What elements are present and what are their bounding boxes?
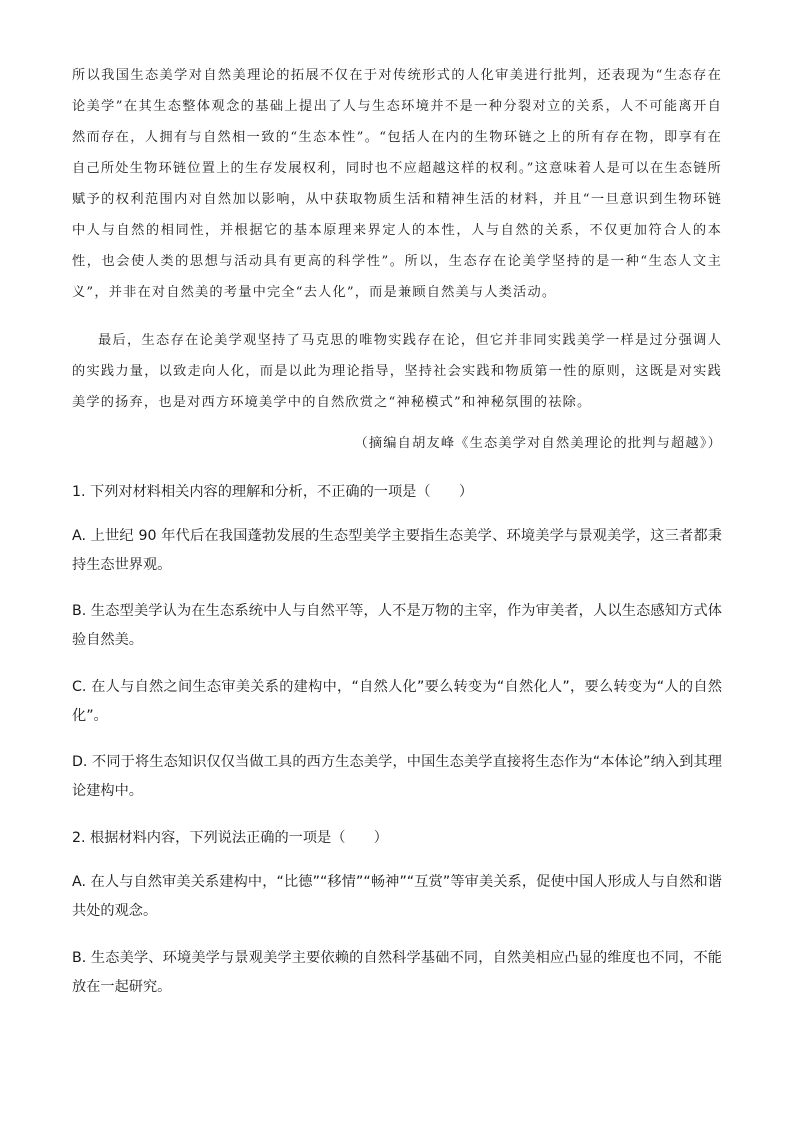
question-2-option-a: A. 在人与自然审美关系建构中，“比德”“移情”“畅神”“互赏”等审美关系，促使中国人形成人与自然和谐共处的观念。 xyxy=(72,874,722,919)
question-2-stem: 2. 根据材料内容，下列说法正确的一项是（ ） xyxy=(72,830,388,846)
question-1-stem: 1. 下列对材料相关内容的理解和分析，不正确的一项是（ ） xyxy=(72,484,474,500)
question-2-option-b: B. 生态美学、环境美学与景观美学主要依赖的自然科学基础不同，自然美相应凸显的维度也不同，不能放在一起研究。 xyxy=(72,950,722,995)
passage-paragraph-1: 所以我国生态美学对自然美理论的拓展不仅在于对传统形式的人化审美进行批判，还表现为“生态存在论美学”在其生态整体观念的基础上提出了人与生态环境并不是一种分裂对立的关系，人不可能离开自然而存在，人拥有与自然相一致的“生态本性”。“包括人在内的生物环链之上的所有存在物，即享有在自己所处生物环链位置上的生存发展权利，同时也不应超越这样的权利。”这意味着人是可以在生态链所赋予的权利范围内对自然加以影响，从中获取物质生活和精神生活的材料，并且“一旦意识到生物环链中人与自然的相同性，并根据它的基本原理来界定人的本性，人与自然的关系，不仅更加符合人的本性，也会使人类的思想与活动具有更高的科学性”。所以，生态存在论美学坚持的是一种“生态人文主义”，并非在对自然美的考量中完全“去人化”，而是兼顾自然美与人类活动。 xyxy=(72,68,722,300)
question-1-option-c: C. 在人与自然之间生态审美关系的建构中，“自然人化”要么转变为“自然化人”，要么转变为“人的自然化”。 xyxy=(72,679,722,724)
question-1-option-d: D. 不同于将生态知识仅仅当做工具的西方生态美学，中国生态美学直接将生态作为“本体论”纳入到其理论建构中。 xyxy=(72,754,722,799)
question-1-option-b: B. 生态型美学认为在生态系统中人与自然平等，人不是万物的主宰，作为审美者，人以生态感知方式体验自然美。 xyxy=(72,603,722,648)
passage-source-citation: （摘编自胡友峰《生态美学对自然美理论的批判与超越》） xyxy=(354,436,722,451)
question-1-option-a: A. 上世纪 90 年代后在我国蓬勃发展的生态型美学主要指生态美学、环境美学与景观美学，这三者都秉持生态世界观。 xyxy=(72,528,722,573)
passage-paragraph-2: 最后，生态存在论美学观坚持了马克思的唯物实践存在论，但它并非同实践美学一样是过分强调人的实践力量，以致走向人化，而是以此为理论指导，坚持社会实践和物质第一性的原则，这既是对实践美学的扬弃，也是对西方环境美学中的自然欣赏之“神秘模式”和神秘氛围的祛除。 xyxy=(72,333,722,410)
